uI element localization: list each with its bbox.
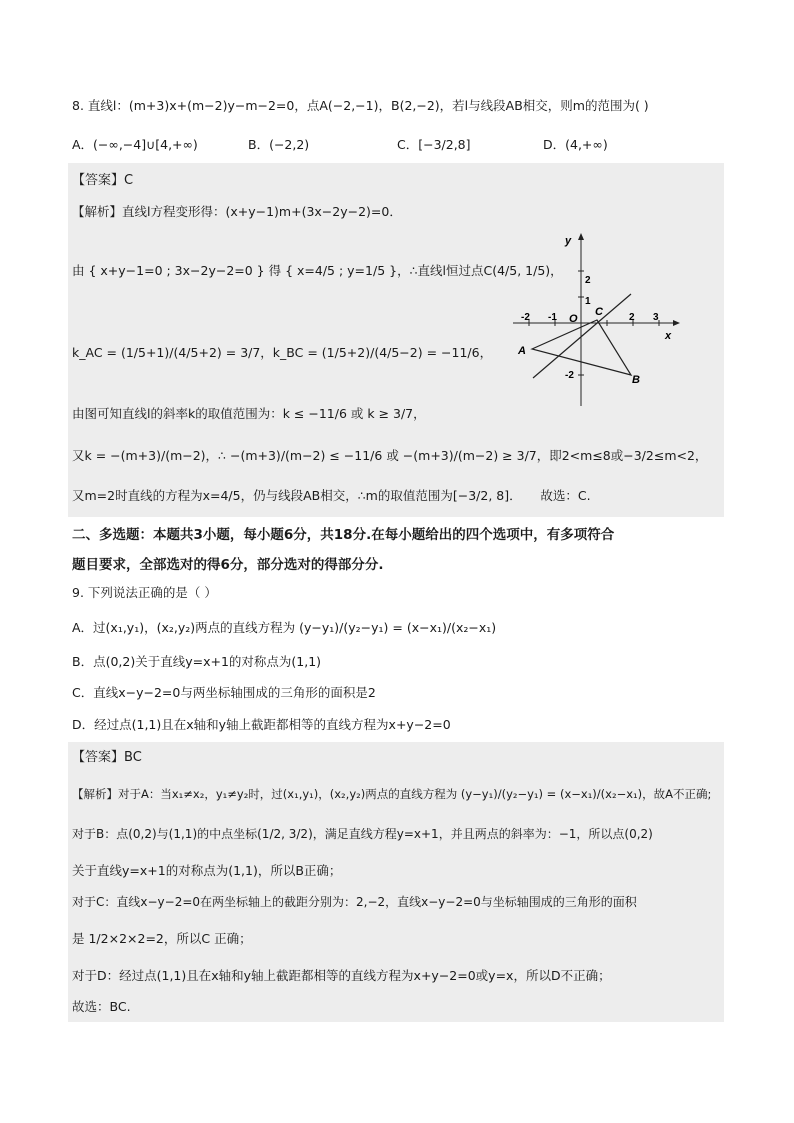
q8-option-d: D．(4,+∞) — [543, 137, 608, 152]
q8-answer: 【答案】C — [72, 173, 134, 188]
q8-analysis-line2: 由 { x+y−1=0 ; 3x−2y−2=0 } 得 { x=4/5 ; y=1/5 }，∴直线l恒过点C(4/5, 1/5)， — [72, 263, 563, 278]
q8-analysis-line1: 【解析】直线l方程变形得：(x+y−1)m+(3x−2y−2)=0． — [72, 204, 402, 219]
point-b-label: B — [632, 374, 640, 386]
y-axis-arrow — [578, 233, 584, 240]
q8-option-a: A．(−∞,−4]∪[4,+∞) — [72, 137, 198, 152]
y-axis-label: y — [565, 235, 572, 247]
q8-figure — [505, 228, 685, 408]
q9-analysis-line1: 【解析】对于A：当x₁≠x₂，y₁≠y₂时，过(x₁,y₁)，(x₂,y₂)两点的直线方程为 (y−y₁)/(y₂−y₁) = (x−x₁)/(x₂−x₁)，故A不正确; — [72, 787, 712, 801]
origin-label: O — [569, 313, 578, 325]
y-tick-2: 2 — [585, 275, 591, 286]
section2-heading-line1: 二、多选题：本题共3小题，每小题6分，共18分.在每小题给出的四个选项中，有多项符合 — [72, 527, 615, 543]
q8-analysis-line3: k_AC = (1/5+1)/(4/5+2) = 3/7，k_BC = (1/5+2)/(4/5−2) = −11/6， — [72, 345, 493, 360]
x-axis-label: x — [665, 330, 672, 342]
q8-analysis-line6: 又m=2时直线的方程为x=4/5，仍与线段AB相交，∴m的取值范围为[−3/2, 8]． 故选：C. — [72, 488, 591, 503]
point-c-label: C — [595, 306, 603, 318]
q8-analysis-line5: 又k = −(m+3)/(m−2)，∴ −(m+3)/(m−2) ≤ −11/6 或 −(m+3)/(m−2) ≥ 3/7，即2<m≤8或−3/2≤m<2， — [72, 448, 708, 463]
q9-analysis-line4: 对于C：直线x−y−2=0在两坐标轴上的截距分别为：2,−2，直线x−y−2=0与坐标轴围成的三角形的面积 — [72, 895, 637, 909]
q9-option-a: A．过(x₁,y₁)，(x₂,y₂)两点的直线方程为 (y−y₁)/(y₂−y₁) = (x−x₁)/(x₂−x₁) — [72, 620, 497, 635]
q9-analysis-line3: 关于直线y=x+1的对称点为(1,1)，所以B正确； — [72, 863, 342, 878]
x-tick--1: -1 — [548, 312, 557, 323]
q9-analysis-line2: 对于B：点(0,2)与(1,1)的中点坐标(1/2, 3/2)，满足直线方程y=x+1，并且两点的斜率为：−1，所以点(0,2) — [72, 827, 653, 841]
q9-analysis-line5: 是 1/2×2×2=2，所以C 正确； — [72, 931, 252, 946]
x-tick-2: 2 — [629, 312, 635, 323]
q9-analysis-line7: 故选：BC. — [72, 999, 131, 1014]
q8-analysis-line4: 由图可知直线l的斜率k的取值范围为：k ≤ −11/6 或 k ≥ 3/7， — [72, 406, 426, 421]
q9-option-b: B．点(0,2)关于直线y=x+1的对称点为(1,1) — [72, 654, 322, 669]
q8-option-b: B．(−2,2) — [248, 137, 310, 152]
y-tick-1: 1 — [585, 296, 591, 307]
x-axis-arrow — [673, 320, 680, 326]
x-tick--2: -2 — [521, 312, 530, 323]
q8-option-c: C．[−3/2,8] — [397, 137, 471, 152]
q8-stem: 8. 直线l：(m+3)x+(m−2)y−m−2=0，点A(−2,−1)，B(2,−2)，若l与线段AB相交，则m的范围为( ) — [72, 98, 649, 113]
line-l — [533, 294, 631, 378]
q9-option-d: D．经过点(1,1)且在x轴和y轴上截距都相等的直线方程为x+y−2=0 — [72, 717, 451, 732]
q9-answer: 【答案】BC — [72, 750, 142, 765]
q9-analysis-line6: 对于D：经过点(1,1)且在x轴和y轴上截距都相等的直线方程为x+y−2=0或y=x，所以D不正确； — [72, 968, 611, 983]
y-tick--2: -2 — [565, 370, 574, 381]
section2-heading-line2: 题目要求，全部选对的得6分，部分选对的得部分分. — [72, 557, 384, 573]
point-a-label: A — [518, 345, 526, 357]
x-tick-3: 3 — [653, 312, 659, 323]
q9-option-c: C．直线x−y−2=0与两坐标轴围成的三角形的面积是2 — [72, 685, 376, 700]
q9-stem: 9. 下列说法正确的是（ ） — [72, 585, 217, 600]
